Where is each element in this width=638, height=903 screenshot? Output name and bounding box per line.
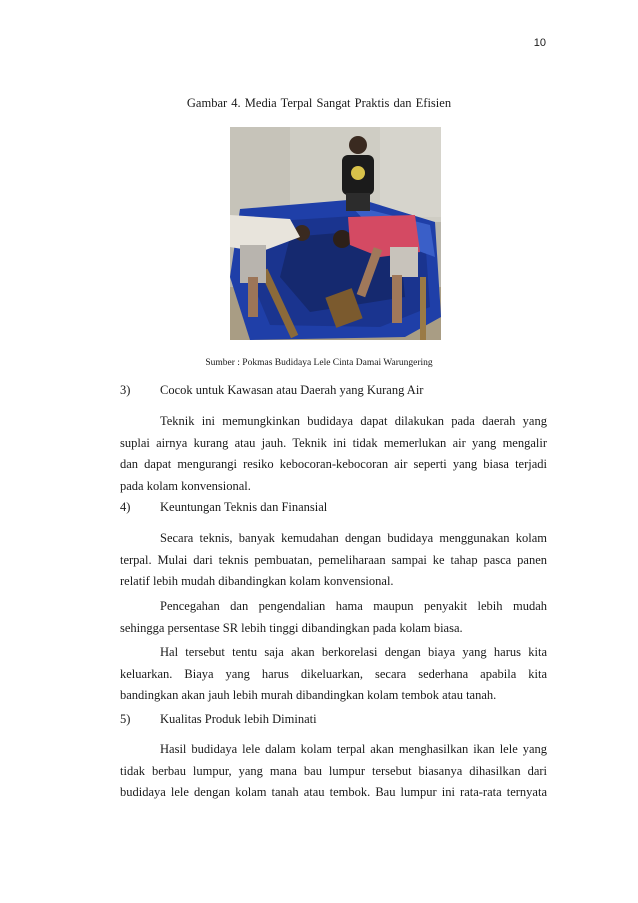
paragraph-line: Teknik ini memungkinkan budidaya dapat dilakukan pada daerah yang: [160, 414, 547, 428]
section-title: Keuntungan Teknis dan Finansial: [160, 500, 328, 514]
paragraph-line: suplai airnya kurang atau jauh. Teknik ini tidak memerlukan air yang mengalir: [120, 435, 547, 450]
section-number: 4): [120, 500, 131, 514]
section-number: 5): [120, 712, 131, 726]
paragraph-line: Hasil budidaya lele dalam kolam terpal akan menghasilkan ikan lele yang: [160, 742, 547, 756]
paragraph-line: Secara teknis, banyak kemudahan dengan budidaya menggunakan kolam: [160, 531, 547, 545]
paragraph-line: relatif lebih mudah dibandingkan kolam konvensional.: [120, 574, 394, 588]
paragraph-line: dan dapat mengurangi resiko kebocoran-kebocoran air seperti yang biasa terjadi: [120, 457, 547, 471]
paragraph-line: terpal. Mulai dari teknis pembuatan, pemeliharaan sampai ke tahap pasca panen: [120, 552, 547, 567]
paragraph-line: tidak berbau lumpur, yang mana bau lumpur tersebut biasanya dihasilkan dari: [120, 763, 547, 778]
section-number: 3): [120, 383, 131, 397]
paragraph: [120, 411, 547, 497]
paragraph-line: bandingkan akan jauh lebih murah dibandingkan kolam tembok atau tanah.: [120, 688, 497, 702]
section-heading-4: [120, 500, 327, 515]
paragraph-line: pada kolam konvensional.: [120, 478, 251, 493]
paragraph: [120, 642, 547, 707]
paragraph-line: Pencegahan dan pengendalian hama maupun penyakit lebih mudah: [160, 599, 547, 613]
section-title: Kualitas Produk lebih Diminati: [160, 712, 317, 726]
paragraph: [120, 596, 547, 639]
section-heading-5: [120, 712, 317, 727]
paragraph-line: Hal tersebut tentu saja akan berkorelasi dengan biaya yang harus kita: [160, 645, 547, 659]
section-heading-3: [120, 383, 423, 398]
paragraph: [120, 528, 547, 593]
figure-caption: Gambar 4. Media Terpal Sangat Praktis dan Efisien: [186, 96, 452, 110]
paragraph-line: sehingga persentase SR lebih tinggi dibandingkan pada kolam biasa.: [120, 620, 463, 635]
section-title: Cocok untuk Kawasan atau Daerah yang Kurang Air: [160, 383, 424, 397]
page-number: 10: [533, 37, 546, 49]
figure-source: Sumber : Pokmas Budidaya Lele Cinta Damai Warungering: [205, 358, 433, 368]
paragraph: [120, 739, 547, 804]
paragraph-line: budidaya lele dengan kolam tanah atau tembok. Bau lumpur ini rata-rata ternyata: [120, 785, 547, 799]
figure-photo: [230, 127, 441, 340]
paragraph-line: keluarkan. Biaya yang harus dikeluarkan, secara sederhana apabila kita: [120, 666, 547, 681]
